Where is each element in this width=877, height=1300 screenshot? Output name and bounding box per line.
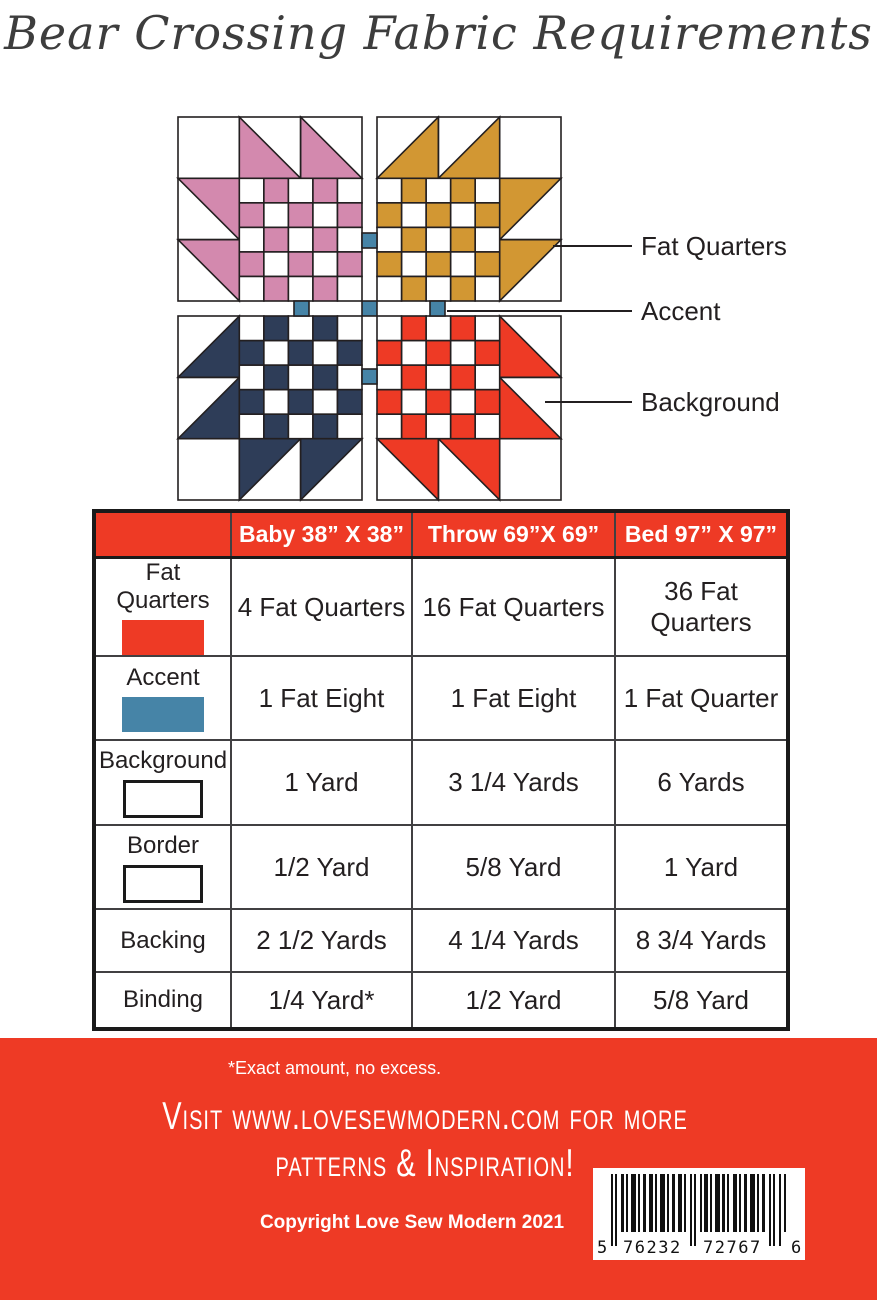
value-cell: 1 Fat Eight bbox=[412, 656, 615, 740]
svg-text:76232: 76232 bbox=[623, 1238, 682, 1258]
header-cell-bed: Bed 97” X 97” bbox=[615, 511, 788, 558]
value-cell: 2 1/2 Yards bbox=[231, 909, 412, 972]
row-label-cell bbox=[94, 558, 231, 657]
value-cell: 5/8 Yard bbox=[615, 972, 788, 1029]
table-row-background bbox=[94, 740, 788, 825]
table-row-binding bbox=[94, 972, 788, 1029]
table-header-row bbox=[94, 511, 788, 558]
value-cell: 1 Yard bbox=[615, 825, 788, 909]
fabric-requirements-table bbox=[92, 509, 790, 1031]
row-label-cell bbox=[94, 656, 231, 740]
promo-line-2: patterns & Inspiration! bbox=[275, 1142, 575, 1186]
barcode-bars bbox=[593, 1168, 805, 1260]
svg-text:6: 6 bbox=[791, 1238, 803, 1258]
value-cell: 6 Yards bbox=[615, 740, 788, 825]
value-cell: 16 Fat Quarters bbox=[412, 558, 615, 657]
background-color-swatch bbox=[123, 780, 203, 818]
value-cell: 4 1/4 Yards bbox=[412, 909, 615, 972]
fat-quarters-diagram-label: Fat Quarters bbox=[641, 231, 787, 261]
row-label-cell bbox=[94, 825, 231, 909]
background-diagram-label: Background bbox=[641, 387, 780, 417]
table-row-border bbox=[94, 825, 788, 909]
value-cell: 1/2 Yard bbox=[412, 972, 615, 1029]
value-cell: 5/8 Yard bbox=[412, 825, 615, 909]
header-cell-baby: Baby 38” X 38” bbox=[231, 511, 412, 558]
value-cell: 1/4 Yard* bbox=[231, 972, 412, 1029]
value-cell: 1/2 Yard bbox=[231, 825, 412, 909]
row-label: Background bbox=[98, 747, 228, 774]
value-cell: 1 Fat Eight bbox=[231, 656, 412, 740]
svg-text:5: 5 bbox=[597, 1238, 609, 1258]
page-title: Bear Crossing Fabric Requirements bbox=[4, 6, 873, 60]
quilt-blocks bbox=[178, 117, 561, 500]
value-cell: 1 Fat Quarter bbox=[615, 656, 788, 740]
value-cell: 8 3/4 Yards bbox=[615, 909, 788, 972]
svg-text:72767: 72767 bbox=[703, 1238, 762, 1258]
table-row-fat-quarters bbox=[94, 558, 788, 657]
row-label-cell bbox=[94, 972, 231, 1029]
header-cell-blank bbox=[94, 511, 231, 558]
value-cell: 4 Fat Quarters bbox=[231, 558, 412, 657]
row-label: Fat Quarters bbox=[116, 559, 210, 614]
accent-color-swatch bbox=[122, 697, 204, 732]
table-row-accent bbox=[94, 656, 788, 740]
value-cell: 36 Fat Quarters bbox=[615, 558, 788, 657]
row-label: Accent bbox=[126, 664, 200, 691]
row-label: Backing bbox=[120, 926, 206, 954]
table-row-backing bbox=[94, 909, 788, 972]
row-label-cell bbox=[94, 740, 231, 825]
copyright-text: Copyright Love Sew Modern 2021 bbox=[259, 1212, 565, 1233]
border-color-swatch bbox=[123, 865, 203, 903]
value-cell: 3 1/4 Yards bbox=[412, 740, 615, 825]
fat-quarters-color-swatch bbox=[122, 620, 204, 655]
row-label-cell bbox=[94, 909, 231, 972]
barcode bbox=[593, 1168, 805, 1260]
accent-diagram-label: Accent bbox=[641, 296, 721, 326]
header-cell-throw: Throw 69”X 69” bbox=[412, 511, 615, 558]
value-cell: 1 Yard bbox=[231, 740, 412, 825]
row-label: Border bbox=[126, 831, 200, 859]
promo-line-1: Visit www.lovesewmodern.com for more bbox=[162, 1095, 688, 1139]
exact-amount-note: *Exact amount, no excess. bbox=[228, 1058, 442, 1078]
row-label: Binding bbox=[122, 986, 204, 1013]
quilt-diagram bbox=[0, 110, 877, 510]
